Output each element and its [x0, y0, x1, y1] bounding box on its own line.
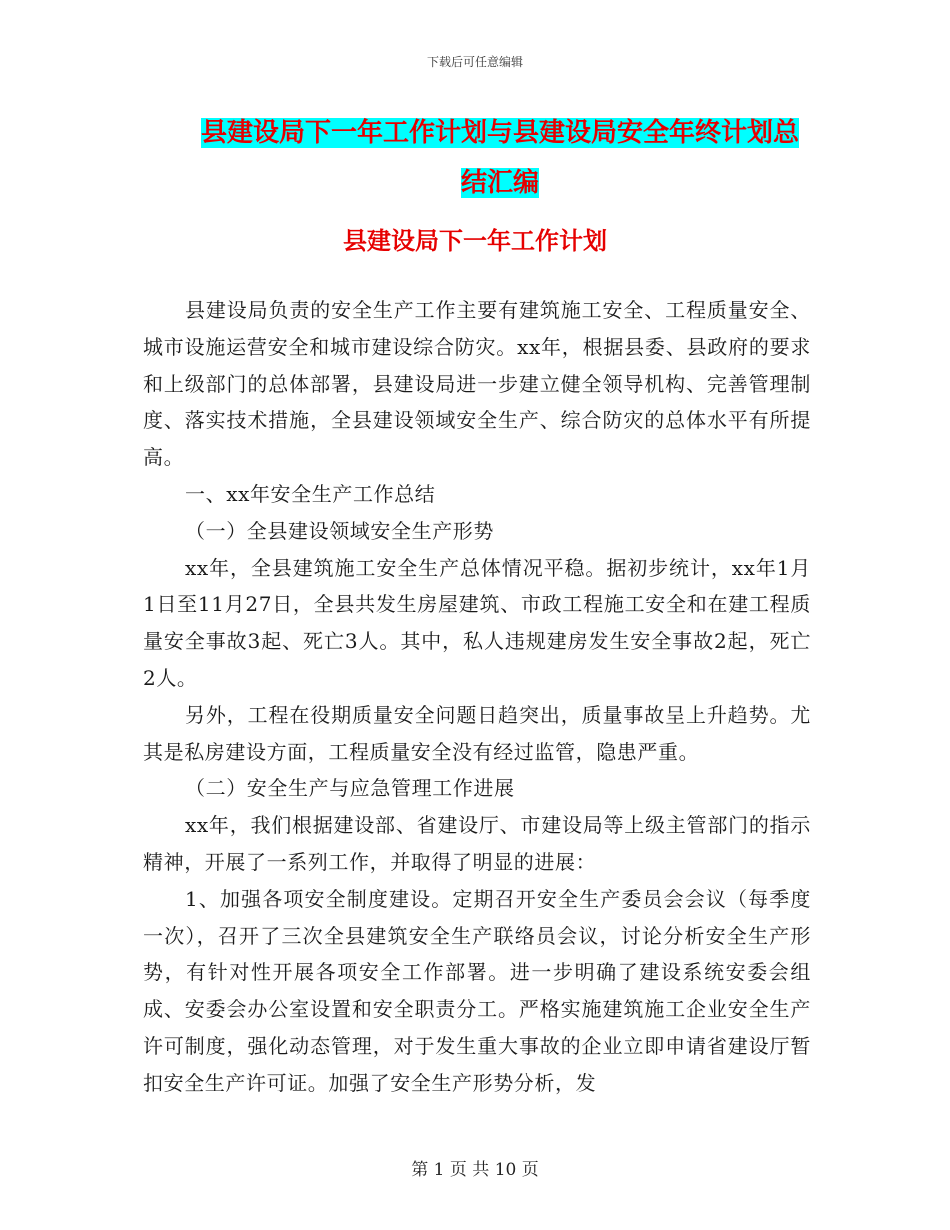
paragraph: xx年，全县建筑施工安全生产总体情况平稳。据初步统计，xx年1月1日至11月27日，全县共发生房屋建筑、市政工程施工安全和在建工程质量安全事故3起、死亡3人。其中，私人违规建房发生安全事故2起，死亡2人。	[143, 555, 811, 690]
document-body	[143, 292, 811, 1102]
page-header: 下载后可任意编辑	[426, 55, 523, 69]
paragraph: 1、加强各项安全制度建设。定期召开安全生产委员会会议（每季度一次），召开了三次全县建筑安全生产联络员会议，讨论分析安全生产形势，有针对性开展各项安全工作部署。进一步明确了建设系统安委会组成、安委会办公室设置和安全职责分工。严格实施建筑施工企业安全生产许可制度，强化动态管理，对于发生重大事故的企业立即申请省建设厅暂扣安全生产许可证。加强了安全生产形势分析，发	[143, 886, 811, 1095]
title-line-2: 结汇编	[460, 168, 539, 198]
paragraph: 县建设局负责的安全生产工作主要有建筑施工安全、工程质量安全、城市设施运营安全和城市建设综合防灾。xx年，根据县委、县政府的要求和上级部门的总体部署，县建设局进一步建立健全领导机构、完善管理制度、落实技术措施，全县建设领域安全生产、综合防灾的总体水平有所提高。	[143, 298, 811, 470]
paragraph: xx年，我们根据建设部、省建设厅、市建设局等上级主管部门的指示精神，开展了一系列工作，并取得了明显的进展：	[143, 813, 811, 874]
section-title: 县建设局下一年工作计划	[343, 226, 607, 255]
document-title	[190, 108, 810, 208]
heading-level-2: （二）安全生产与应急管理工作进展	[185, 776, 515, 801]
title-line-1: 县建设局下一年工作计划与县建设局安全年终计划总	[200, 118, 799, 148]
page-footer: 第 1 页 共 10 页	[411, 1160, 539, 1180]
heading-level-2: （一）全县建设领域安全生产形势	[185, 518, 494, 543]
heading-level-1: 一、xx年安全生产工作总结	[185, 481, 436, 506]
paragraph: 另外，工程在役期质量安全问题日趋突出，质量事故呈上升趋势。尤其是私房建设方面，工程质量安全没有经过监管，隐患严重。	[143, 702, 811, 764]
